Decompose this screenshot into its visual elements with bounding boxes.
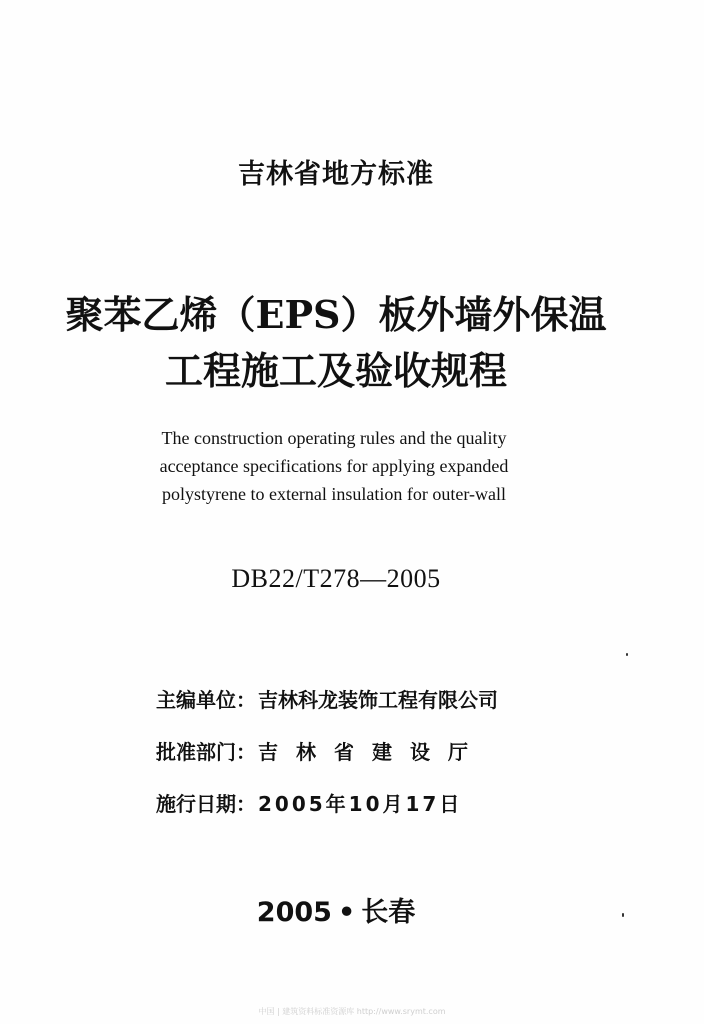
approval-value: 吉林省建设厅 [258,740,486,764]
scan-speck [626,653,628,656]
scan-speck [622,913,624,917]
publication-city: 长春 [361,897,416,928]
document-title-line-1: 聚苯乙烯（EPS）板外墙外保温 [65,292,607,337]
approval-row [156,736,486,765]
publication-line [0,890,672,929]
editor-value: 吉林科龙装饰工程有限公司 [258,688,498,712]
standard-code: DB22/T278—2005 [231,564,441,593]
english-title [0,424,668,508]
english-title-line-2: acceptance specifications for applying expanded [159,456,509,476]
effective-date-value: 2005年10月17日 [258,792,463,816]
editor-label: 主编单位： [156,688,256,712]
document-title-line-2: 工程施工及验收规程 [164,348,507,393]
effective-date-row [156,788,462,817]
english-title-line-3: polystyrene to external insulation for outer-wall [161,484,507,504]
editor-row [156,684,498,713]
publication-year: 2005 [256,897,332,928]
source-watermark: 中国 | 建筑资料标准资源库 http://www.srymt.com [258,1007,446,1016]
publication-separator: • [337,897,356,928]
approval-label: 批准部门： [156,740,256,764]
standard-series-heading: 吉林省地方标准 [238,159,434,190]
english-title-line-1: The construction operating rules and the quality [161,428,507,448]
effective-date-label: 施行日期： [156,792,256,816]
